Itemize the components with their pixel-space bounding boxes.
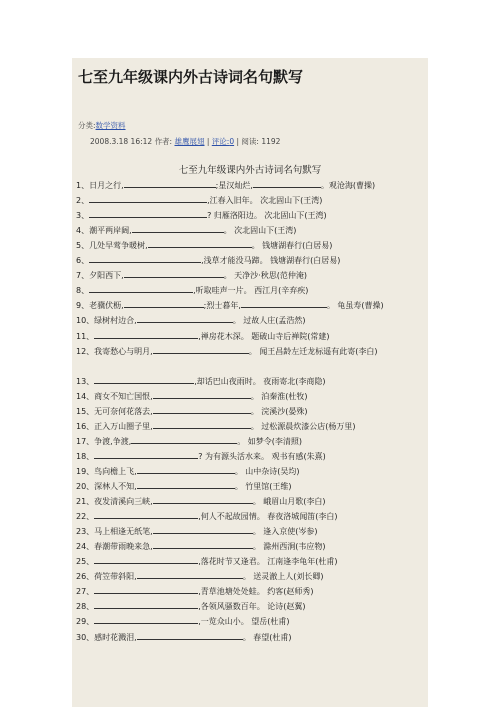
author-label: 作者: — [154, 137, 173, 146]
poem-line — [76, 554, 338, 568]
poem-line — [76, 193, 322, 207]
article-heading: 七至九年级课内外古诗词名句默写 — [178, 165, 322, 176]
line-text: 23、马上相逢无纸笔, — [76, 527, 153, 537]
poem-line — [76, 569, 324, 583]
line-text: 12、我寄愁心与明月, — [76, 346, 153, 356]
poem-line — [76, 178, 375, 192]
poem-line — [76, 509, 338, 523]
line-text: 7、夕阳西下, — [76, 271, 124, 281]
line-text: 5、几处早莺争暖树, — [76, 241, 148, 251]
read-count: 1192 — [261, 137, 281, 146]
poem-line — [76, 584, 314, 598]
poem-line — [76, 464, 300, 478]
line-text: 。 山中杂诗(吴均) — [234, 466, 300, 476]
read-label: 阅读: — [241, 137, 259, 146]
line-text: ,一览众山小。 望岳(杜甫) — [198, 617, 290, 627]
line-text: 24、春潮带雨晚来急, — [76, 542, 153, 552]
fill-blank[interactable] — [137, 313, 233, 323]
poem-line — [76, 449, 326, 463]
line-text: 18、 — [76, 451, 95, 461]
line-text: 4、潮平两岸阔, — [76, 226, 132, 236]
poem-line — [76, 434, 302, 448]
fill-blank[interactable] — [124, 178, 216, 188]
fill-blank[interactable] — [153, 404, 251, 414]
line-text: 。 送灵澈上人(刘长卿) — [242, 572, 324, 582]
line-text: ,江春入旧年。 次北固山下(王湾) — [207, 196, 323, 206]
fill-blank[interactable] — [94, 599, 198, 609]
fill-blank[interactable] — [241, 298, 327, 308]
line-text: ,禅房花木深。 题破山寺后禅院(常建) — [198, 331, 330, 341]
meta-separator: | — [236, 137, 240, 146]
comment-label: 评论: — [211, 137, 230, 146]
line-text: 。 浣溪沙(晏殊) — [250, 406, 308, 416]
line-text: 。 峨眉山月歌(李白) — [252, 497, 326, 507]
line-source: 。观沧海(曹操) — [320, 181, 376, 190]
fill-blank[interactable] — [153, 494, 253, 504]
author-link[interactable]: 雄鹰展翅 — [174, 137, 205, 146]
line-text: ,落花时节又逢君。 江南逢李龟年(杜甫) — [198, 557, 338, 567]
line-text: ,各领风骚数百年。 论诗(赵翼) — [198, 602, 306, 612]
line-text: 15、无可奈何花落去, — [76, 406, 153, 416]
poem-line — [76, 494, 326, 508]
fill-blank[interactable] — [153, 524, 253, 534]
fill-blank[interactable] — [153, 539, 253, 549]
line-text: ;烈士暮年, — [203, 301, 241, 311]
line-text: 9、老骥伏枥, — [76, 301, 124, 311]
poem-line — [76, 283, 308, 297]
post-date: 2008.3.18 16:12 — [90, 137, 153, 146]
line-text: 27、 — [76, 587, 95, 597]
line-text: 2、 — [76, 196, 90, 206]
meta-separator: | — [206, 137, 210, 146]
line-text: 30、感时花溅泪, — [76, 632, 137, 642]
line-text: 。 如梦令(李清照) — [237, 436, 303, 446]
poem-line — [76, 253, 340, 267]
fill-blank[interactable] — [94, 614, 198, 624]
line-text: 。 过故人庄(孟浩然) — [232, 316, 306, 326]
line-text: 。 滁州西涧(韦应物) — [252, 542, 326, 552]
line-text: 3、 — [76, 211, 90, 221]
line-text: 。 天净沙·秋思(范仲淹) — [223, 271, 307, 281]
fill-blank[interactable] — [153, 344, 249, 354]
fill-blank[interactable] — [89, 283, 193, 293]
poem-line — [76, 238, 332, 252]
poem-line — [76, 479, 292, 493]
line-text: ,却话巴山夜雨时。 夜雨寄北(李商隐) — [194, 376, 326, 386]
line-text: 29、 — [76, 617, 95, 627]
fill-blank[interactable] — [132, 223, 224, 233]
line-text: 17、争渡,争渡, — [76, 436, 132, 446]
line-text: 16、正入万山圈子里, — [76, 421, 153, 431]
fill-blank[interactable] — [89, 253, 201, 263]
line-text: 1、日月之行, — [76, 181, 124, 190]
poem-line — [76, 419, 356, 433]
line-text: ,何人不起故园情。 春夜洛城闻笛(李白) — [198, 512, 338, 522]
fill-blank[interactable] — [94, 374, 194, 384]
poem-line — [76, 313, 306, 327]
line-text: 。 钱塘湖春行(白居易) — [251, 241, 333, 251]
line-text: 20、深林人不知, — [76, 482, 137, 491]
fill-blank[interactable] — [124, 268, 224, 278]
post-meta — [90, 136, 280, 147]
line-text: 26、荷笠带斜阳, — [76, 572, 137, 582]
line-text: 28、 — [76, 602, 95, 612]
line-text: 14、商女不知亡国恨, — [76, 391, 153, 401]
line-text: 。 泊秦淮(杜牧) — [250, 391, 308, 401]
line-text: ? 归雁洛阳边。 次北固山下(王湾) — [207, 211, 327, 221]
category-label: 分类: — [78, 121, 96, 130]
fill-blank[interactable] — [124, 298, 204, 308]
line-text: 。 春望(杜甫) — [242, 632, 292, 642]
line-text: ? 为有源头活水来。 观书有感(朱熹) — [198, 451, 326, 461]
fill-blank[interactable] — [153, 419, 251, 429]
poem-line — [76, 524, 318, 538]
fill-blank[interactable] — [94, 329, 198, 339]
fill-blank[interactable] — [148, 238, 252, 248]
line-text: 。 竹里馆(王维) — [234, 482, 292, 491]
fill-blank[interactable] — [94, 509, 198, 519]
line-text: 。 闻王昌龄左迁龙标遥有此寄(李白) — [248, 346, 378, 356]
poem-line — [76, 223, 296, 237]
category-link[interactable]: 数学资料 — [95, 121, 126, 130]
fill-blank[interactable] — [253, 178, 321, 188]
fill-blank[interactable] — [153, 389, 251, 399]
line-text: 8、 — [76, 286, 90, 296]
poem-line — [76, 344, 378, 358]
fill-blank[interactable] — [94, 584, 198, 594]
line-text: ,听取哇声一片。 西江月(辛弃疾) — [193, 286, 309, 296]
comment-link[interactable] — [212, 137, 234, 146]
line-text: 22、 — [76, 512, 95, 522]
line-text: 10、绿树村边合, — [76, 316, 137, 326]
fill-blank[interactable] — [89, 208, 207, 218]
fill-blank[interactable] — [137, 479, 235, 489]
fill-blank[interactable] — [137, 464, 235, 474]
fill-blank[interactable] — [89, 193, 207, 203]
fill-blank[interactable] — [131, 434, 237, 444]
line-text: ,浅草才能没马蹄。 钱塘湖春行(白居易) — [201, 256, 341, 266]
poem-line — [76, 268, 307, 282]
line-text: 6、 — [76, 256, 90, 266]
line-text: 25、 — [76, 557, 95, 567]
line-text: 。 逢入京使(岑参) — [252, 527, 318, 537]
page-title: 七至九年级课内外古诗词名句默写 — [78, 68, 304, 86]
poem-line — [76, 539, 326, 553]
poem-line — [76, 614, 290, 628]
line-text: ,青草池塘处处蛙。 约客(赵师秀) — [198, 587, 314, 597]
fill-blank[interactable] — [94, 449, 198, 459]
poem-line — [76, 599, 306, 613]
line-text: 21、夜发清溪向三峡, — [76, 497, 153, 507]
poem-line — [76, 298, 384, 312]
fill-blank[interactable] — [137, 630, 243, 640]
poem-line — [76, 630, 292, 644]
poem-line — [76, 374, 326, 388]
line-text: 。 过松源晨炊漆公店(杨万里) — [250, 421, 356, 431]
fill-blank[interactable] — [94, 554, 198, 564]
poem-line — [76, 208, 327, 222]
poem-line — [76, 404, 308, 418]
line-text: 。 次北固山下(王湾) — [223, 226, 297, 236]
line-text: 11、 — [76, 331, 95, 341]
line-source: 。 龟虽寿(曹操) — [326, 301, 384, 311]
poem-line — [76, 329, 330, 343]
category-line — [78, 120, 126, 131]
line-text: ;星汉灿烂, — [215, 181, 253, 190]
comment-count: 0 — [229, 137, 235, 146]
poem-line — [76, 389, 308, 403]
line-text: 19、鸟向檐上飞, — [76, 466, 137, 476]
line-text: 13、 — [76, 376, 95, 386]
fill-blank[interactable] — [137, 569, 243, 579]
